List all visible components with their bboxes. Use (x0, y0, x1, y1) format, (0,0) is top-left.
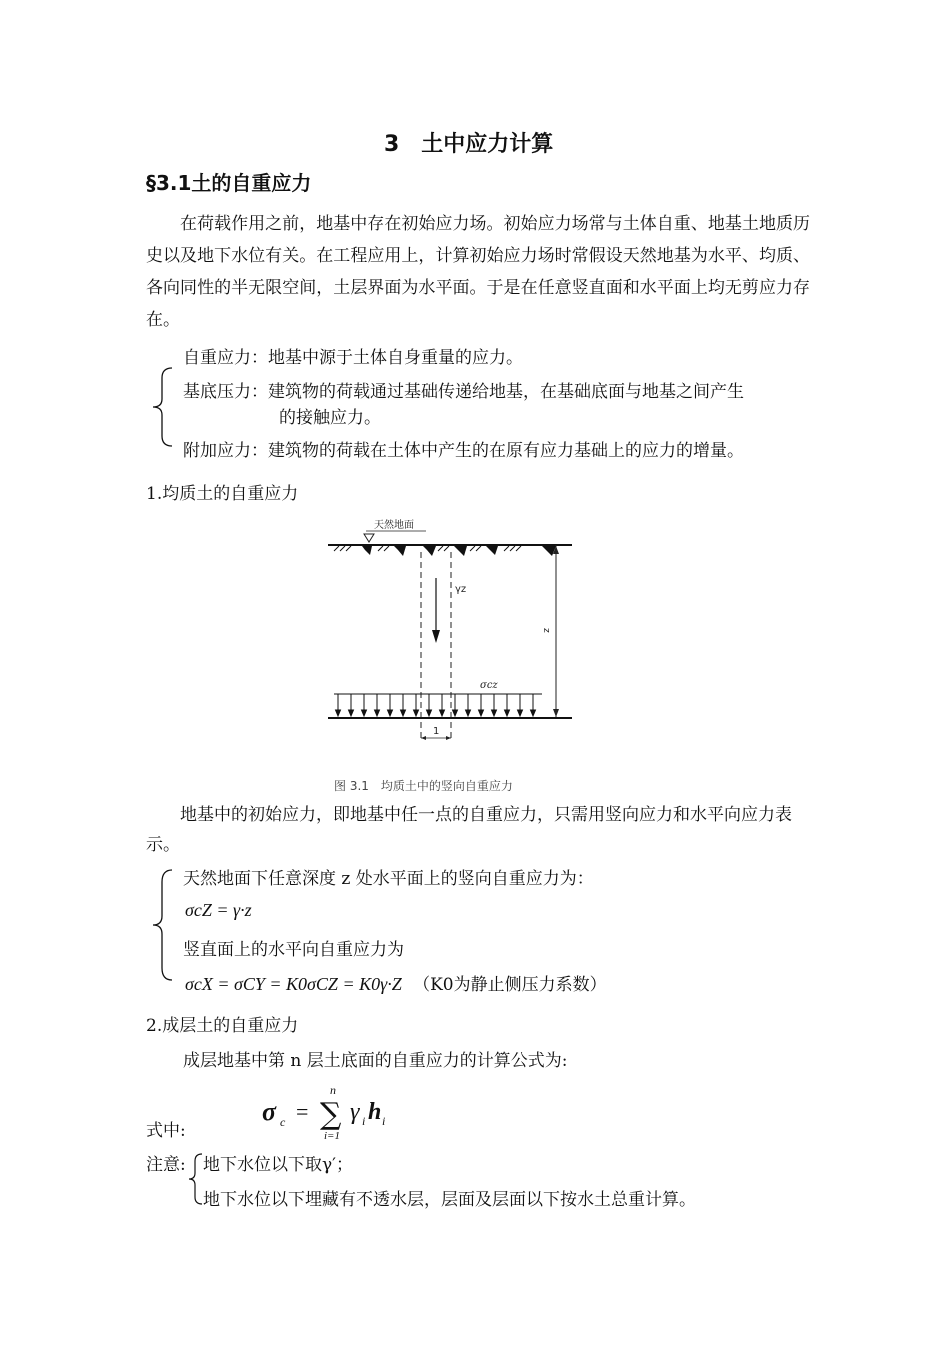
figure-caption: 图 3.1 均质土中的竖向自重应力 (334, 779, 513, 793)
svg-text:i: i (382, 1114, 386, 1128)
figure-gamma-z-label: γz (455, 584, 467, 595)
figure-ground-label: 天然地面 (374, 520, 414, 531)
definition-base-pressure-cont: 的接触应力。 (279, 408, 381, 428)
formula-horizontal-text: σcX = σCY = K0σCZ = K0γ·Z (185, 974, 402, 994)
initial-stress-paragraph: 地基中的初始应力，即地基中任一点的自重应力，只需用竖向应力和水平向应力表示。 (146, 805, 792, 855)
figure-z-label: z (541, 628, 551, 633)
notes-brace (186, 1152, 204, 1206)
note-label: 注意: (146, 1155, 186, 1175)
figure-homogeneous-soil (320, 510, 580, 750)
section-title: §3.1土的自重应力 (146, 171, 312, 195)
note-groundwater: 地下水位以下取γ′； (203, 1155, 354, 1175)
definition-base-pressure: 基底压力：建筑物的荷载通过基础传递给地基，在基础底面与地基之间产生 (183, 382, 744, 402)
intro-paragraph: 在荷载作用之前，地基中存在初始应力场。初始应力场常与土体自重、地基土地质历史以及地下水位有关。在工程应用上，计算初始应力场时常假设天然地基为水平、均质、各向同性的半无限空间，土层界面为水平面。于是在任意竖直面和水平面上均无剪应力存在。 (146, 214, 810, 330)
figure-sigma-label: σcz (480, 680, 498, 691)
definitions-brace (150, 366, 176, 448)
subsection-layered: 2.成层土的自重应力 (146, 1016, 299, 1036)
vertical-stress-intro: 天然地面下任意深度 z 处水平面上的竖向自重应力为： (183, 869, 594, 889)
formula-vertical-stress (185, 900, 252, 921)
chapter-title: 3 土中应力计算 (384, 132, 554, 157)
note-impermeable-layer: 地下水位以下埋藏有不透水层，层面及层面以下按水土总重计算。 (203, 1190, 696, 1210)
where-label: 式中: (146, 1121, 186, 1141)
subsection-homogeneous: 1.均质土的自重应力 (146, 484, 299, 504)
svg-text:h: h (368, 1099, 382, 1125)
formula-vertical-text: σcZ = γ·z (185, 900, 252, 920)
figure-width-label: 1 (433, 726, 440, 737)
formula-layered-stress (258, 1082, 418, 1144)
svg-text:σ: σ (262, 1097, 277, 1126)
layered-intro: 成层地基中第 n 层土底面的自重应力的计算公式为: (183, 1051, 568, 1071)
svg-text:γ: γ (350, 1099, 360, 1125)
svg-text:∑: ∑ (320, 1097, 342, 1132)
formula-horizontal-stress (185, 970, 607, 995)
svg-text:n: n (330, 1083, 336, 1097)
svg-text:=: = (296, 1099, 309, 1124)
definition-self-weight: 自重应力：地基中源于土体自身重量的应力。 (183, 348, 523, 368)
svg-text:i: i (362, 1114, 366, 1128)
formula-horizontal-note: （K0为静止侧压力系数） (413, 975, 607, 995)
svg-text:c: c (280, 1115, 286, 1129)
svg-text:i=1: i=1 (324, 1130, 340, 1142)
definition-additional-stress: 附加应力：建筑物的荷载在土体中产生的在原有应力基础上的应力的增量。 (183, 441, 744, 461)
stress-formulas-brace (150, 868, 176, 982)
horizontal-stress-intro: 竖直面上的水平向自重应力为 (183, 940, 404, 960)
